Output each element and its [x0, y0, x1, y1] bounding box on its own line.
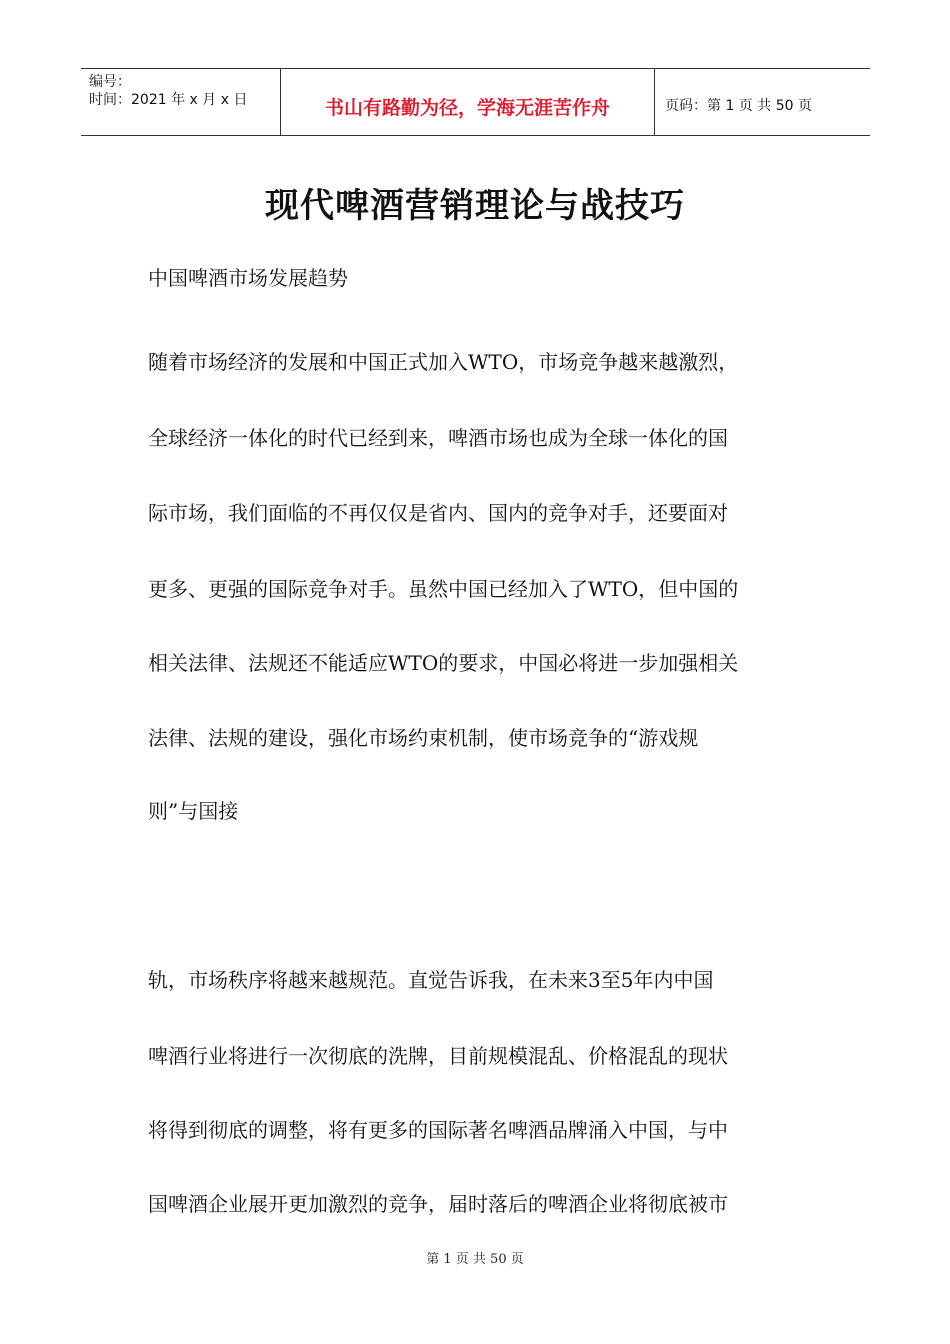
- body-line: 法律、法规的建设，强化市场约束机制，使市场竞争的“游戏规: [148, 726, 699, 750]
- body-line: 相关法律、法规还不能适应WTO的要求，中国必将进一步加强相关: [148, 651, 739, 675]
- body-line: 啤酒行业将进行一次彻底的洗牌，目前规模混乱、价格混乱的现状: [148, 1044, 728, 1068]
- header-motto-cell: [281, 69, 655, 135]
- page-footer: 第 1 页 共 50 页: [426, 1252, 524, 1267]
- document-title: 现代啤酒营销理论与战技巧: [265, 186, 685, 226]
- body-line: 国啤酒企业展开更加激烈的竞争，届时落后的啤酒企业将彻底被市: [148, 1192, 728, 1216]
- body-line: 则”与国接: [148, 799, 239, 823]
- section-heading: 中国啤酒市场发展趋势: [148, 266, 348, 290]
- document-header: [81, 68, 870, 136]
- number-label: 编号：: [89, 74, 131, 90]
- header-page-cell: [655, 69, 870, 135]
- body-line: 际市场，我们面临的不再仅仅是省内、国内的竞争对手，还要面对: [148, 501, 728, 525]
- motto-text: 书山有路勤为径，学海无涯苦作舟: [324, 97, 610, 119]
- body-line: 全球经济一体化的时代已经到来，啤酒市场也成为全球一体化的国: [148, 426, 728, 450]
- time-label: 时间：2021 年 x 月 x 日: [89, 92, 248, 108]
- body-line: 轨，市场秩序将越来越规范。直觉告诉我，在未来3至5年内中国: [148, 968, 714, 992]
- body-line: 更多、更强的国际竞争对手。虽然中国已经加入了WTO，但中国的: [148, 577, 739, 601]
- body-line: 随着市场经济的发展和中国正式加入WTO，市场竞争越来越激烈，: [148, 350, 739, 374]
- body-line: 将得到彻底的调整，将有更多的国际著名啤酒品牌涌入中国，与中: [148, 1118, 728, 1142]
- header-meta-cell: [81, 69, 281, 135]
- header-page-info: 页码：第 1 页 共 50 页: [665, 98, 812, 114]
